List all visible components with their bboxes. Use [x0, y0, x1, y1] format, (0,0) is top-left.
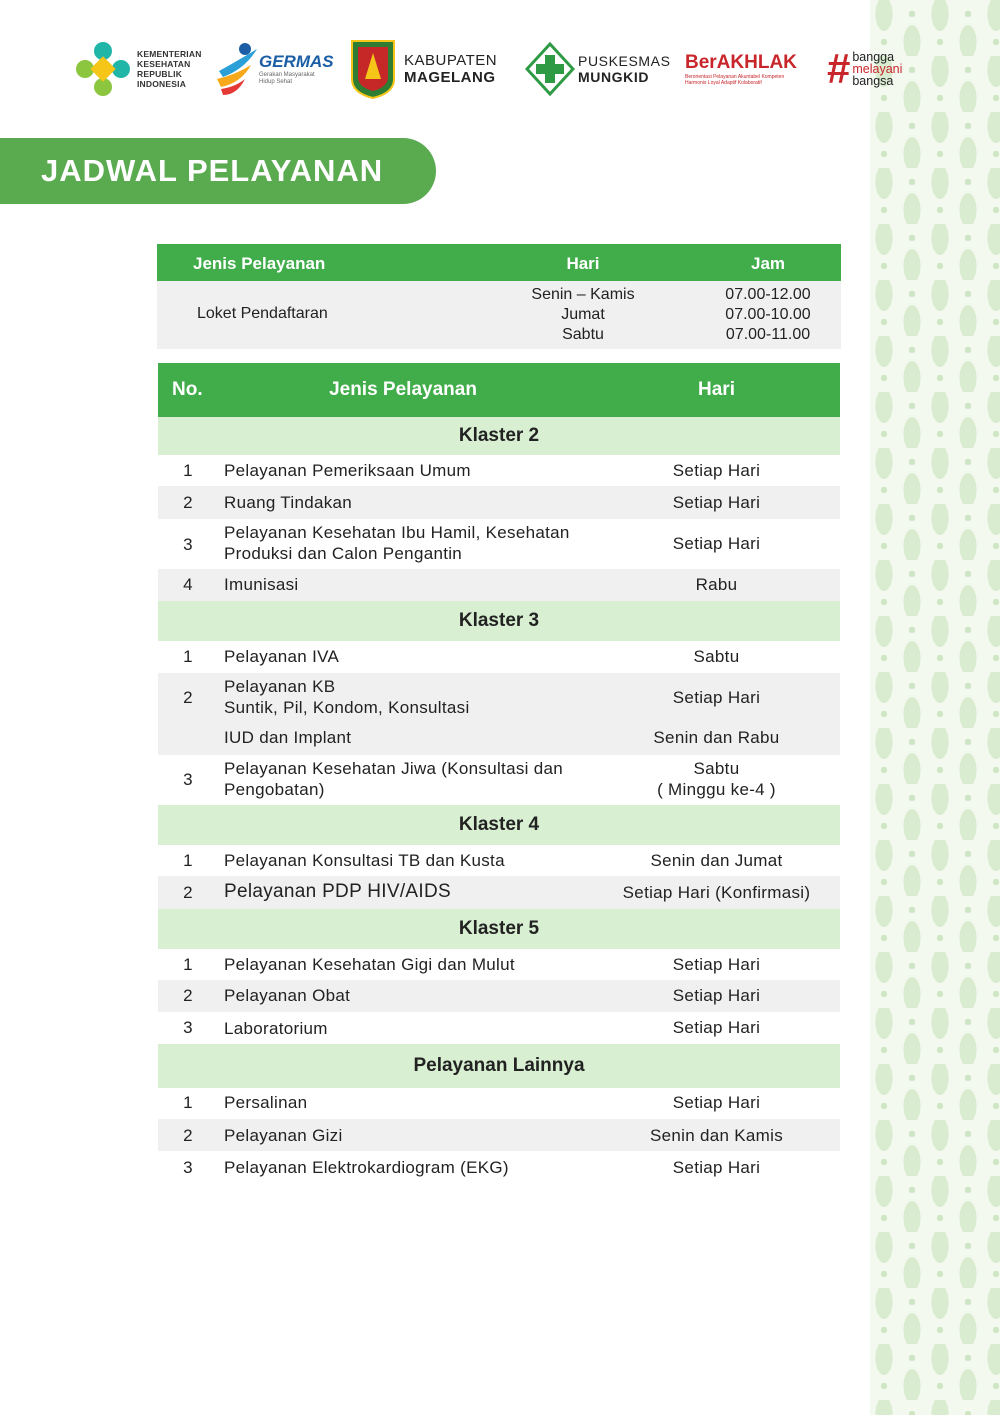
- row-service-line: Suntik, Pil, Kondom, Konsultasi: [224, 698, 470, 717]
- klaster-3-heading: Klaster 3: [158, 601, 840, 641]
- row-service: Imunisasi: [224, 575, 299, 594]
- hashtag-icon: #: [827, 45, 851, 92]
- row-day: Setiap Hari: [672, 1158, 761, 1177]
- logo-bar: [75, 38, 925, 100]
- row-number: 3: [183, 1018, 193, 1037]
- row-service: Pelayanan Konsultasi TB dan Kusta: [224, 851, 505, 870]
- day-range: Sabtu: [562, 326, 604, 343]
- magelang-label: MAGELANG: [404, 69, 496, 86]
- bangsa-word: bangsa: [852, 74, 894, 88]
- row-day: Setiap Hari: [672, 1093, 761, 1112]
- row-day-line: Sabtu: [693, 759, 740, 778]
- row-number: 3: [183, 535, 193, 554]
- berakhlak-subtitle: Harmonis Loyal Adaptif Kolaboratif: [685, 80, 762, 86]
- germas-swoosh-icon: [215, 41, 259, 97]
- row-day: Rabu: [695, 575, 738, 594]
- germas-subtitle: Hidup Sehat: [259, 79, 293, 85]
- puskesmas-label: PUSKESMAS: [578, 53, 671, 69]
- puskesmas-cross-icon: [525, 42, 575, 96]
- kabupaten-magelang-logo: [350, 38, 497, 100]
- row-number: 1: [183, 851, 193, 870]
- table-row: [158, 455, 840, 486]
- germas-subtitle: Gerakan Masyarakat: [259, 72, 315, 78]
- row-number: 2: [183, 883, 193, 902]
- row-day: Setiap Hari: [672, 534, 761, 553]
- table-row: [158, 641, 840, 673]
- row-day: Setiap Hari: [672, 461, 761, 480]
- table-row: [158, 486, 840, 519]
- row-number: 2: [183, 986, 193, 1005]
- row-day: Setiap Hari: [672, 1018, 761, 1037]
- row-service: [224, 676, 604, 718]
- row-day: [604, 758, 829, 800]
- day-range: Senin – Kamis: [531, 286, 635, 303]
- row-service-line: Pengobatan): [224, 780, 325, 799]
- row-day: Setiap Hari: [672, 986, 761, 1005]
- kemenkes-logo: [75, 38, 202, 100]
- registration-days: [517, 285, 649, 345]
- table-row: [158, 673, 840, 755]
- berakhlak-subtitle: Berorientasi Pelayanan Akuntabel Kompeten: [685, 74, 785, 80]
- header-jenis-pelayanan: Jenis Pelayanan: [329, 379, 477, 400]
- registration-service: Loket Pendaftaran: [197, 305, 328, 322]
- row-day: Senin dan Kamis: [649, 1126, 784, 1145]
- row-number: 4: [183, 575, 193, 594]
- row-service-line: Produksi dan Calon Pengantin: [224, 544, 463, 563]
- berakhlak-logo: [685, 38, 797, 100]
- table-row: [158, 1151, 840, 1177]
- germas-logo: [215, 38, 334, 100]
- row-number: 1: [183, 955, 193, 974]
- registration-hours: [702, 285, 834, 345]
- row-number: 1: [183, 647, 193, 666]
- header-hari: Hari: [698, 379, 735, 400]
- table-row: [158, 1012, 840, 1044]
- header-no: No.: [172, 379, 203, 400]
- table-row: [158, 1088, 840, 1119]
- table-row: [158, 1119, 840, 1151]
- schedule-table: [158, 363, 840, 1177]
- row-service: Pelayanan Obat: [224, 986, 351, 1005]
- table-row: [158, 569, 840, 601]
- row-day: Sabtu: [693, 647, 740, 666]
- schedule-table-header: [158, 363, 840, 417]
- header-jenis-pelayanan: Jenis Pelayanan: [193, 254, 326, 273]
- kabupaten-label: KABUPATEN: [404, 52, 498, 69]
- kemenkes-line: KESEHATAN: [137, 59, 191, 69]
- row-number: 2: [183, 1126, 193, 1145]
- decorative-leaf-pattern: [870, 0, 1000, 1415]
- bangga-melayani-bangsa-logo: [827, 38, 902, 100]
- row-service: Pelayanan Elektrokardiogram (EKG): [224, 1158, 509, 1177]
- table-row: [158, 845, 840, 876]
- magelang-shield-icon: [350, 39, 396, 99]
- row-service: [224, 758, 604, 800]
- row-number: 3: [183, 1158, 193, 1177]
- registration-table: [157, 244, 841, 349]
- header-hari: Hari: [566, 254, 600, 273]
- melayani-word: melayani: [852, 62, 903, 76]
- registration-row: [157, 281, 841, 349]
- row-day-sub: Senin dan Rabu: [653, 728, 780, 747]
- klaster-5-heading: Klaster 5: [158, 909, 840, 949]
- row-service-line: Pelayanan KB: [224, 677, 336, 696]
- bangga-word: bangga: [852, 50, 895, 64]
- germas-title: GERMAS: [259, 52, 334, 71]
- row-service: Pelayanan Pemeriksaan Umum: [224, 461, 471, 480]
- mungkid-label: MUNGKID: [578, 69, 650, 85]
- day-range: Jumat: [561, 306, 605, 323]
- row-service: [224, 522, 604, 564]
- klaster-2-heading: Klaster 2: [158, 417, 840, 455]
- hour-range: 07.00-11.00: [725, 326, 811, 343]
- row-day: Setiap Hari: [672, 955, 761, 974]
- kemenkes-line: REPUBLIK: [137, 69, 183, 79]
- page-title: JADWAL PELAYANAN: [0, 138, 436, 204]
- klaster-4-heading: Klaster 4: [158, 805, 840, 845]
- row-service: Persalinan: [224, 1093, 308, 1112]
- hour-range: 07.00-12.00: [725, 286, 811, 303]
- row-service: Pelayanan PDP HIV/AIDS: [224, 881, 451, 902]
- kemenkes-emblem-icon: [75, 41, 131, 97]
- kemenkes-line: INDONESIA: [137, 79, 187, 89]
- row-service: Ruang Tindakan: [224, 493, 353, 512]
- row-service: Laboratorium: [224, 1019, 328, 1038]
- row-day: Senin dan Jumat: [650, 851, 783, 870]
- kemenkes-line: KEMENTERIAN: [137, 49, 202, 59]
- row-number: 1: [183, 1093, 193, 1112]
- row-service: Pelayanan Kesehatan Gigi dan Mulut: [224, 955, 515, 974]
- row-service: Pelayanan IVA: [224, 647, 340, 666]
- table-row: [158, 980, 840, 1012]
- table-row: [158, 876, 840, 909]
- row-number: 2: [183, 493, 193, 512]
- row-day: Setiap Hari: [672, 493, 761, 512]
- table-row: [158, 519, 840, 569]
- pelayanan-lainnya-heading: Pelayanan Lainnya: [158, 1044, 840, 1088]
- row-number: 1: [183, 461, 193, 480]
- row-day: Setiap Hari (Konfirmasi): [622, 883, 811, 902]
- row-day-line: ( Minggu ke-4 ): [657, 780, 776, 799]
- hour-range: 07.00-10.00: [725, 306, 811, 323]
- berakhlak-title: BerAKHLAK: [685, 52, 797, 73]
- table-row: [158, 755, 840, 805]
- row-service: Pelayanan Gizi: [224, 1126, 343, 1145]
- table-row: [158, 949, 840, 980]
- row-service-line: Pelayanan Kesehatan Jiwa (Konsultasi dan: [224, 759, 563, 778]
- row-service-sub: IUD dan Implant: [224, 728, 352, 747]
- row-day: Setiap Hari: [672, 688, 761, 707]
- registration-table-header: [157, 244, 841, 281]
- row-service-line: Pelayanan Kesehatan Ibu Hamil, Kesehatan: [224, 523, 570, 542]
- row-number: 3: [183, 770, 193, 789]
- header-jam: Jam: [750, 254, 786, 273]
- puskesmas-logo: [525, 38, 671, 100]
- row-number: 2: [183, 688, 193, 707]
